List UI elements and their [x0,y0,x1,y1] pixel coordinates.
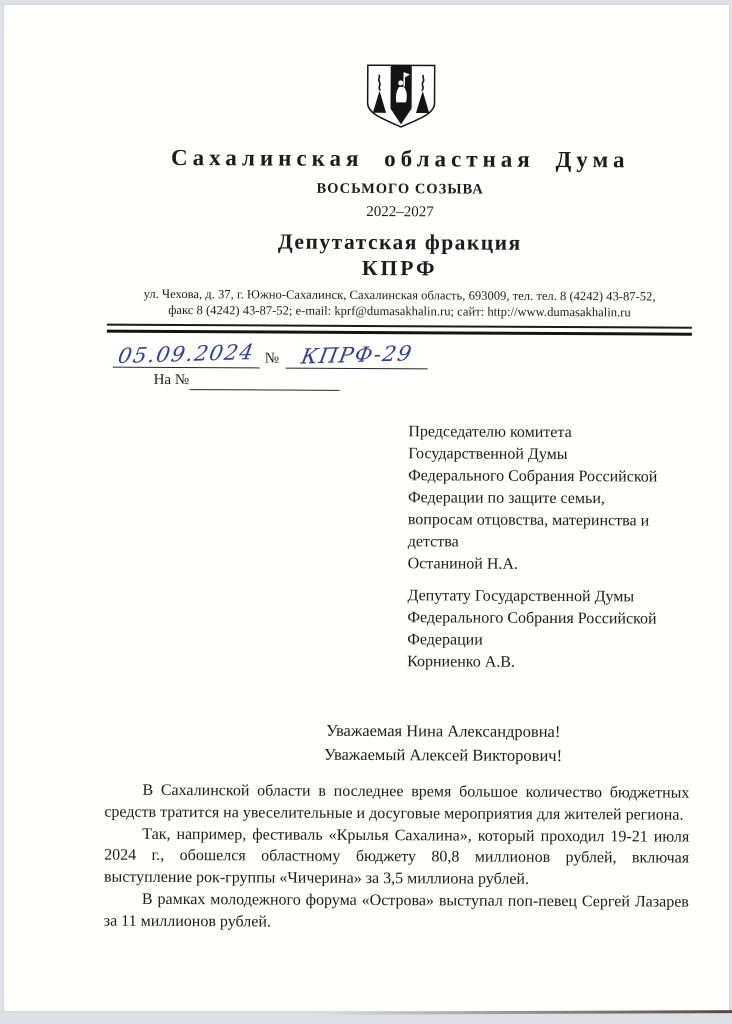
contacts-line-1: ул. Чехова, д. 37, г. Южно-Сахалинск, Сахалинская область, 693009, тел. тел. 8 (4242) 43-87-52, [143,286,656,304]
salutation-line-1: Уважаемая Нина Александровна! [326,720,561,742]
faction-title: Депутатская фракция [277,229,522,255]
reply-reference-row [107,370,692,393]
letterhead-contacts [107,286,692,321]
org-name: Сахалинская областная Дума [170,144,630,173]
letter-body [104,780,690,936]
recipient-name: Корниенко А.В. [407,653,516,671]
salutation-block [105,718,690,769]
recipient-line: Депутату Государственной Думы [407,587,635,606]
recipient-line: детства [407,533,459,551]
recipient-line: Федерации по защите семьи, [407,489,605,508]
salutation-line-2: Уважаемый Алексей Викторович! [324,744,563,766]
date-line [113,341,260,369]
recipient-block-ostanina [408,421,692,576]
recipient-name: Останиной Н.А. [407,555,519,573]
body-paragraph-1: В Сахалинской области в последнее время большое количество бюджетных средств тратится на увеселительные и досуговые мероприятия для жителей региона. [104,781,690,824]
convocation-line: ВОСЬМОГО СОЗЫВА [316,180,484,198]
recipient-line: Федерального Собрания Российской [407,609,657,628]
faction-name: КПРФ [361,255,438,281]
body-paragraph-3: В рамках молодежного форума «Острова» выступал поп-певец Сергей Лазарев за 11 миллионов рублей. [103,890,689,931]
contacts-line-2: факс 8 (4242) 43-87-52; e-mail: kprf@dumasakhalin.ru; сайт: http://www.dumasakhalin.ru [168,302,631,320]
number-line [286,342,428,370]
recipient-block-kornienko [407,585,690,674]
sakhalin-coat-of-arms-icon [356,59,444,133]
reference-row [107,341,692,371]
recipient-line: Председателю комитета [408,423,572,442]
letterhead-emblem [108,58,693,137]
reply-number-label: На № [153,371,190,389]
body-paragraph-2: Так, например, фестиваль «Крылья Сахалина», который проходил 19-21 июля 2024 г., обошелся областному бюджету 80,8 миллионов рублей, включая выступление рок-группы «Чичерина» за 3,5 миллиона рублей. [103,825,690,889]
convocation-years: 2022–2027 [366,203,434,221]
letter-content [0,3,730,1013]
letter-page [3,4,730,1012]
recipient-line: Федерального Собрания Российской [408,467,658,486]
recipient-line: вопросам отцовства, материнства и [407,511,650,530]
reply-number-line [189,372,339,391]
letterhead-separator [107,324,692,336]
handwritten-date: 05.09.2024 [115,340,257,369]
recipient-line: Федерации [407,631,483,649]
handwritten-number: КПРФ-29 [299,341,415,369]
recipient-line: Государственной Думы [408,445,568,464]
number-sign: № [264,350,280,367]
